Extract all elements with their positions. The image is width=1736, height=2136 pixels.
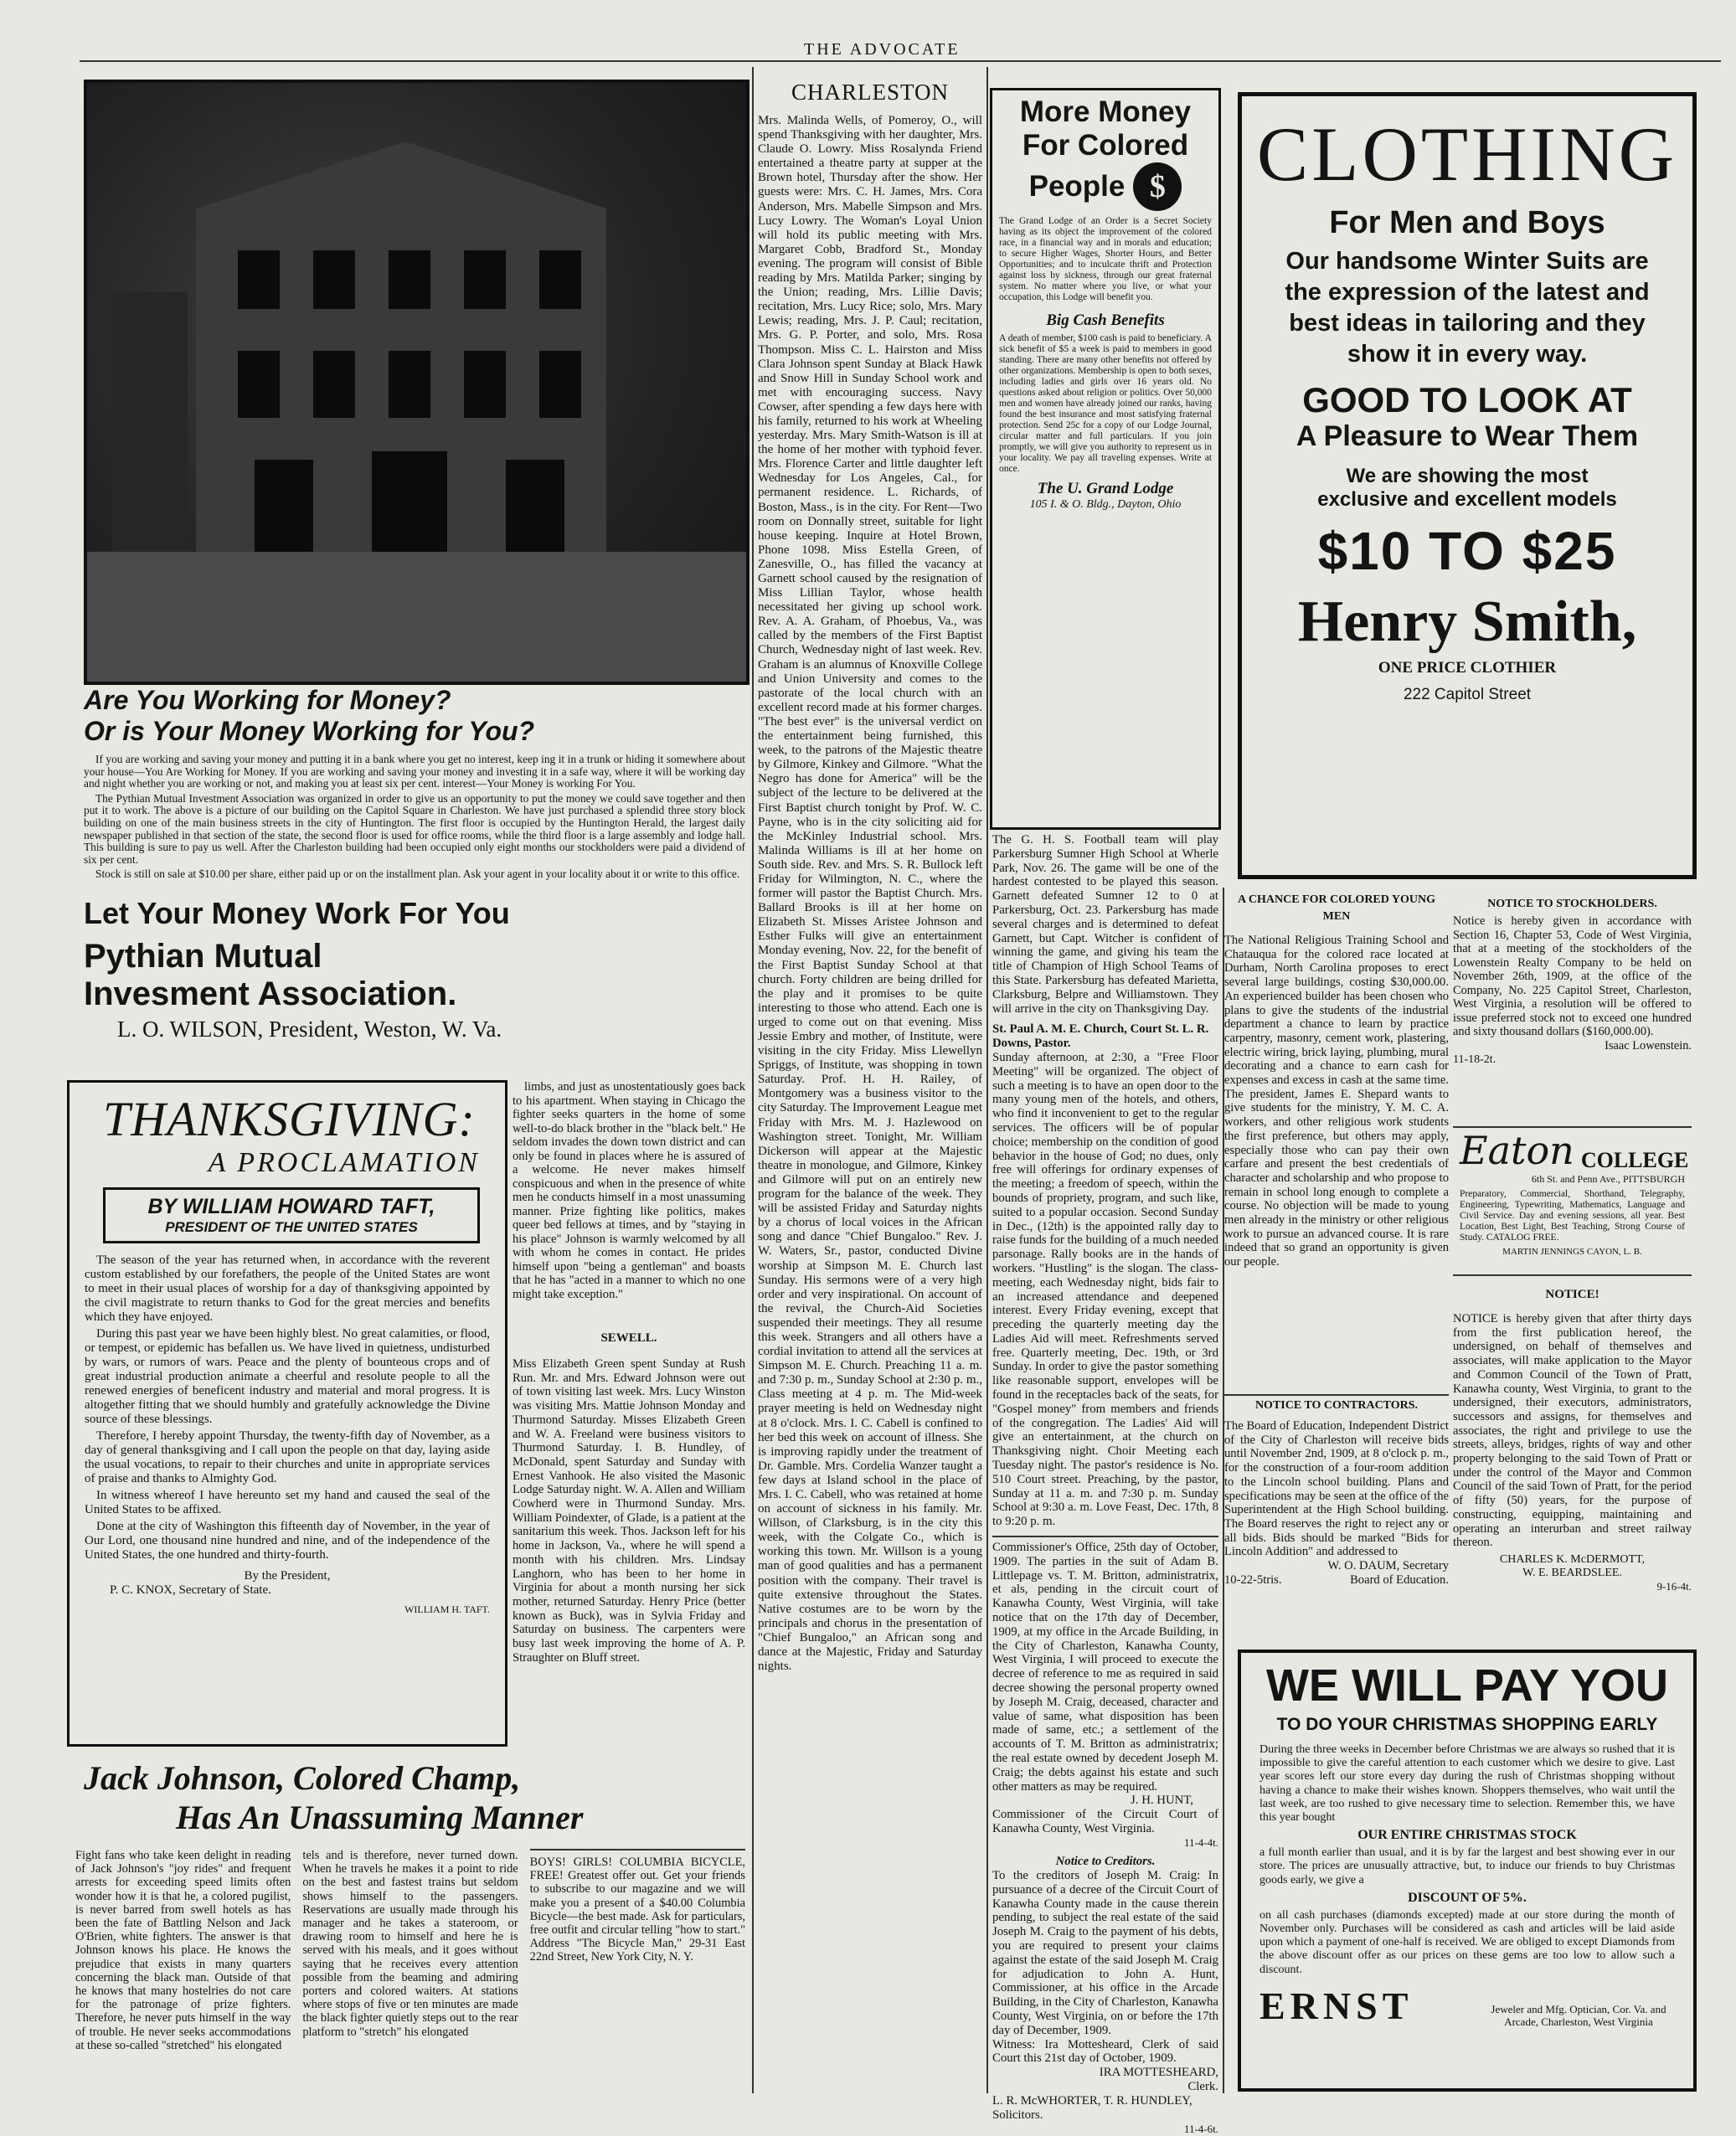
college-principal: MARTIN JENNINGS CAYON, L. B. <box>1502 1247 1642 1257</box>
ernst-name: ERNST <box>1260 1984 1414 2027</box>
college-addr: 6th St. and Penn Ave., PITTSBURGH <box>1531 1173 1685 1185</box>
contractors-section <box>1224 1394 1449 1650</box>
johnson-col1: Fight fans who take keen delight in reading of Jack Johnson's "joy rides" and frequent arrests for exceeding speed limits often wonder how it is that he, a colored pugilist, is never barred from swell hotels as has been the fate of Battling Nelson and Jack O'Brien, white fighters. The answer is that Johnson knows his place. He knows the prejudice that exists in many quarters concerning the black man. Outside of that he knows that many hostelries do not care for the patronage of prize fighters. Therefore, he never puts himself in the way of trouble. He never seeks accommodations at these so-called "stretched" his elongated <box>75 1849 291 2052</box>
grand-lodge-headline-2: For Colored <box>1022 129 1189 162</box>
pythian-slogan: Let Your Money Work For You <box>84 895 510 930</box>
pratt-notice <box>1453 1281 1692 1641</box>
thanksgiving-secretary: P. C. KNOX, Secretary of State. <box>110 1583 271 1597</box>
creditors-solicitors: L. R. McWHORTER, T. R. HUNDLEY, Solicitors. <box>992 2094 1193 2122</box>
chance-section <box>1224 892 1449 1386</box>
column-rule-1 <box>752 67 754 2093</box>
clothing-desc: Our handsome Winter Suits are the expression of the latest and best ideas in tailoring and they show it in every way. <box>1285 248 1650 368</box>
thanksgiving-p3: Therefore, I hereby appoint Thursday, the twenty-fifth day of November, as a day of general thanksgiving and I call upon the people on that day, laying aside the usual vocations, to repair to their churches and unite in appropriate services of praise and thanks to Almighty God. <box>85 1429 490 1485</box>
clothing-price: $10 TO $25 <box>1317 521 1617 581</box>
college-text: Preparatory, Commercial, Shorthand, Telegraphy, Engineering, Typewriting, Mathematics, Language and Civil Service. Day and evening sessions, all year. Best Location, Best Light, Best Teaching, Strong Course of Study. CATALOG FREE. <box>1460 1189 1685 1243</box>
masthead: THE ADVOCATE <box>804 40 961 59</box>
thanksgiving-byline: BY WILLIAM HOWARD TAFT, <box>147 1195 435 1218</box>
thanksgiving-p5: Done at the city of Washington this fifteenth day of November, in the year of Our Lord, one thousand nine hundred and nine, and of the independence of the United States, the one hundred and thirty-fourth. <box>85 1520 490 1562</box>
pratt-code: 9-16-4t. <box>1656 1579 1692 1593</box>
creditors-code: 11-4-6t. <box>1183 2122 1218 2135</box>
thanksgiving-by-the: By the President, <box>244 1569 331 1583</box>
contractors-code: 10-22-5tris. <box>1224 1573 1282 1588</box>
sewell-heading: SEWELL. <box>600 1331 657 1345</box>
clothing-sub: For Men and Boys <box>1329 205 1605 240</box>
col4-body <box>992 833 1218 2135</box>
ernst-role: Jeweler and Mfg. Optician, Cor. Va. and Arcade, Charleston, West Virginia <box>1491 2002 1666 2028</box>
college-ad <box>1453 1126 1692 1276</box>
clothing-good: GOOD TO LOOK AT <box>1302 380 1632 419</box>
ernst-stock: OUR ENTIRE CHRISTMAS STOCK <box>1357 1828 1577 1843</box>
ernst-discount: DISCOUNT OF 5%. <box>1408 1890 1527 1905</box>
clothing-title: CLOTHING <box>1256 111 1678 197</box>
grand-lodge-headline-1: More Money <box>1019 95 1192 128</box>
clothing-showing: We are showing the most exclusive and excellent models <box>1317 465 1617 511</box>
creditors-witness: Witness: Ira Mottesheard, Clerk of said Court this 21st day of October, 1909. <box>992 2037 1218 2066</box>
contractors-board: Board of Education. <box>1350 1573 1449 1588</box>
college-script: Eaton <box>1460 1128 1574 1173</box>
pythian-section <box>84 685 745 1070</box>
commissioner-signer: J. H. HUNT, <box>1131 1794 1193 1808</box>
pythian-org-1: Pythian Mutual <box>84 937 322 975</box>
thanksgiving-p2: During this past year we have been highly blest. No great calamities, or flood, or tempest, or epidemic has befallen us. We have lived in quietness, undisturbed by wars, or rumors of wars. Peace and the plenty of bounteous crops and of great industrial production animate a cheerful and resolute people to all the renewed energies of beneficent industry and material and moral progress. It is altogether fitting that we should humbly and gratefully acknowledge the Divine source of these blessings. <box>85 1327 490 1426</box>
st-paul-heading: St. Paul A. M. E. Church, Court St. L. R. Downs, Pastor. <box>992 1022 1209 1051</box>
clothing-pleasure: A Pleasure to Wear Them <box>1296 420 1639 452</box>
st-paul-text: Sunday afternoon, at 2:30, a "Free Floor Meeting" will be organized. The object of such a meeting is to have an open door to the many young men of the hotels, and others, who find it inconvenient to get to the regular services. The officers will be of popular choice; membership on the condition of good behavior in the house of God; no dues, only free will offerings for ordinary expenses of the meeting; a freedom of speech, within the bounds of propriety, program, and such like, suited to a popular occasion. Second Sunday in Dec., (12th) is the appointed rally day to raise funds for the building of a much needed parsonage. Rally books are in the hands of workers. "Hustling" is the slogan. The class-meeting, each Wednesday night, bids fair to an increased attendance and deepened interest. Every Friday evening, except that preceding the quarterly meeting day the Ladies Aid will meet. Refreshments served free. Quarterly meeting, Dec. 19th, or 3rd Sunday. In order to give the pastor something like reasonable support, envelopes will be found in the receptacles back of the seats, for "Gospel money" from members and friends of the congregation. The Ladies' Aid will give an entertainment, at the church on Thanksgiving night. Choir Meeting each Tuesday night. The pastor's residence is No. 510 Court street. Preaching, by the pastor, Sunday at 11 a. m. and 7:30 p. m. Sunday School at 9:30 a. m. Love Feast, Dec. 17th, 8 to 9:20 p. m. <box>992 1050 1218 1529</box>
pratt-signer-2: W. E. BEARDSLEE. <box>1522 1566 1622 1579</box>
grand-lodge-benefits: A death of member, $100 cash is paid to beneficiary. A sick benefit of $5 a week is paid to members in good standing. There are many other benefits not offered by other organizations. Membership is open to both sexes, including ladies and girls over 16 years old. No questions asked about religion or politics. Over 50,000 men and women have already joined our ranks, having found the best insurance and most satisfying fraternal protection. Send 25c for a copy of our Lodge Journal, circular matter and full particulars. If you join promptly, we will give you authority to represent us in your locality. We pay all traveling expenses. Write at once. <box>999 333 1212 474</box>
college-word: COLLEGE <box>1580 1148 1689 1172</box>
stockholders-text: Notice is hereby given in accordance with Section 16, Chapter 53, Code of West Virginia, that at a meeting of the stockholders of the Lowenstein Realty Company to be held on November 26th, 1909, at the office of the Company, No. 225 Capitol Street, Charleston, West Virginia, a resolution will be offered to issue preferred stock not to exceed one hundred and sixty thousand dollars ($160,000.00). <box>1453 914 1692 1038</box>
college-head-row <box>1453 1128 1692 1173</box>
ernst-footer <box>1241 1977 1693 2028</box>
bicycle-ad: BOYS! GIRLS! COLUMBIA BICYCLE, FREE! Greatest offer out. Get your friends to subscribe to our magazine and we will make you a present of a $40.00 Columbia Bicycle—the best made. Ask for particulars, free outfit and circular telling "how to start." Address "The Bicycle Man," 29-31 East 22nd Street, New York City, N. Y. <box>530 1849 745 2052</box>
grand-lodge-intro: The Grand Lodge of an Order is a Secret Society having as its object the improvement of the colored race, in a financial way and in morals and education; to secure Higher Wages, Shorter Hours, and Better Opportunities; and to inculcate thrift and Protection against loss by sickness, through our great fraternal system. No matter where you live, or what your occupation, this Lodge will benefit you. <box>999 216 1212 302</box>
thanksgiving-p4: In witness whereof I have hereunto set my hand and caused the seal of the United States to be affixed. <box>85 1489 490 1516</box>
commissioner-text: Commissioner's Office, 25th day of October, 1909. The parties in the suit of Adam B. Littlepage vs. T. M. Britton, administratrix, et als, pending in the circuit court of Kanawha County, West Virginia, will take notice that on the 17th day of December, 1909, at my office in the Arcade Building, in the City of Charleston, Kanawha County, West Virginia, I will proceed to execute the decree of reference to me as required in said decree showing the personal property owned by Joseph M. Craig, deceased, character and value of same, what disposition has been made of same, etc.; a settlement of the accounts of T. M. Britton as administratrix; the real estate owned by decedent Joseph M. Craig; the debts against his estate and such other matters as may be required. <box>992 1536 1218 1794</box>
thanksgiving-signature: WILLIAM H. TAFT. <box>404 1603 490 1615</box>
johnson-columns <box>75 1849 745 2052</box>
column-rule-2 <box>986 67 988 2093</box>
pratt-heading: NOTICE! <box>1545 1288 1599 1301</box>
pythian-headline-2: Or is Your Money Working for You? <box>84 716 535 746</box>
building-silhouette <box>87 83 746 682</box>
building-photo <box>84 80 750 685</box>
creditors-text: To the creditors of Joseph M. Craig: In pursuance of a decree of the Circuit Court of Kanawha County made in the cause therein pending, to subject the real estate of the said Joseph M. Craig to the payment of his debts, you are required to present your claims against the estate of the said Joseph M. Craig for adjudication to John A. Hunt, Commissioner, at his office in the Arcade Building, in the City of Charleston, Kanawha County, West Virginia, on or before the 17th day of December, 1909. <box>992 1868 1218 2037</box>
pythian-p3: Stock is still on sale at $10.00 per share, either paid up or on the installment plan. Ask your agent in your locality about it or write to this office. <box>95 867 740 881</box>
johnson-col3: tels and is therefore, never turned down. When he travels he makes it a point to ride on the best and fastest trains but seldom shows himself to the passengers. Reservations are usually made through his manager and he takes a stateroom, or drawing room to himself and here he is served with his meals, and it goes without saying that he receives every attention possible from the beaming and admiring porters and colored waiters. At stations where stops of five or ten minutes are made the black fighter quietly steps out to the rear platform to "stretch" his elongated <box>302 1849 518 2039</box>
stockholders-section <box>1453 898 1692 1124</box>
stockholders-heading: NOTICE TO STOCKHOLDERS. <box>1487 898 1657 910</box>
money-bag-icon: $ <box>1133 162 1182 211</box>
ernst-p3: on all cash purchases (diamonds excepted) made at our store during the month of November only. Purchases will be considered as cash and articles will be laid aside upon which a payment of one-half is received. We are obliged to except Diamonds from the above discount offer as our prices on these gems are too low to allow such a discount. <box>1260 1908 1675 1976</box>
grand-lodge-headline-row <box>992 162 1218 211</box>
charleston-heading: CHARLESTON <box>791 80 950 105</box>
johnson-headline-2: Has An Unassuming Manner <box>176 1799 584 1836</box>
commissioner-code: 11-4-4t. <box>1183 1835 1218 1849</box>
contractors-footer <box>1224 1573 1449 1588</box>
ernst-ad <box>1238 1650 1697 2092</box>
grand-lodge-address: 105 I. & O. Bldg., Dayton, Ohio <box>1029 498 1182 511</box>
creditors-clerk: IRA MOTTESHEARD, <box>1099 2066 1218 2080</box>
clothing-address: 222 Capitol Street <box>1403 686 1532 703</box>
grand-lodge-benefits-head: Big Cash Benefits <box>1046 311 1165 329</box>
thanksgiving-p1: The season of the year has returned when, in accordance with the reverent custom established by our forefathers, the people of the United States are wont to meet in their usual places of worship for a day of thanksgiving appointed by the civil magistrate to return thanks to God for the great mercies and benefits which they have enjoyed. <box>85 1253 490 1324</box>
pythian-org-2: Invesment Association. <box>84 975 457 1012</box>
chance-heading: A CHANCE FOR COLORED YOUNG MEN <box>1238 893 1435 923</box>
thanksgiving-office: PRESIDENT OF THE UNITED STATES <box>165 1219 418 1235</box>
thanksgiving-byline-box <box>103 1187 480 1243</box>
stockholders-signer: Isaac Lowenstein. <box>1605 1038 1692 1053</box>
clothing-ad <box>1238 92 1697 879</box>
stockholders-code: 11-18-2t. <box>1453 1053 1496 1066</box>
pratt-text: NOTICE is hereby given that after thirty days from the first publication hereof, the undersigned, on behalf of themselves and associates, will make application to the Mayor and Common Council of the Town of Pratt, Kanawha county, West Virginia, to grant to the undersigned, their executors, administrators, successors and assigns, for themselves and associates, the right and privilege to use the streets, alleys, bridges, rights of way and other property belonging to the said Town of Pratt or under the control of the Mayor and Common Council of the said Town of Pratt, for the period of fifty (50) years, for the purpose of constructing, equipping, maintaining and operating an interurban and street railway thereon. <box>1453 1312 1692 1550</box>
ernst-p2: a full month earlier than usual, and it is by far the largest and best showing ever in our store. The prices are unusually attractive, but, to induce our friends to buy Christmas goods early, we give a <box>1260 1846 1675 1886</box>
creditors-clerk-title: Clerk. <box>1187 2080 1218 2094</box>
johnson-col2 <box>513 1080 745 1323</box>
pratt-signer-1: CHARLES K. McDERMOTT, <box>1499 1552 1646 1566</box>
thanksgiving-body <box>70 1243 505 1617</box>
pythian-p1: If you are working and saving your money and putting it in a bank where you get no interest, keep ing it in a trunk or hiding it somewhere about your house—You Are Working for Money. If you are working and saving your money and investing it in a safe way, where it will be working day and night whether you are working or not, and making you at least six per cent. interest—Your Money is working For You. <box>84 753 745 790</box>
charleston-column <box>758 80 982 2093</box>
pythian-body <box>84 754 745 881</box>
contractors-text: The Board of Education, Independent District of the City of Charleston will receive bids until November 2nd, 1909, at 8 o'clock p. m., for the construction of a four-room addition to the Lincoln school building. Plans and specifications may be seen at the office of the Superintendent at the High School building. The Board reserves the right to reject any or all bids. Bids should be marked "Bids for Lincoln Addition" and addressed to <box>1224 1419 1449 1559</box>
thanksgiving-title: THANKSGIVING: <box>103 1092 476 1146</box>
creditors-heading: Notice to Creditors. <box>1055 1854 1156 1868</box>
ernst-p1: During the three weeks in December before Christmas we are always so rushed that it is impossible to give the careful attention to each customer which we desire to give. Last year scores left our store every day during the rush of Christmas shopping without having a chance to make their wishes known. Shoppers themselves, who wait until the last week, are too rushed to give necessary time to selection. Remember this, we have this year bought <box>1260 1743 1675 1825</box>
clothing-role: ONE PRICE CLOTHIER <box>1378 659 1557 677</box>
grand-lodge-ad <box>990 88 1221 830</box>
thanksgiving-box <box>67 1080 507 1747</box>
grand-lodge-name: The U. Grand Lodge <box>1037 480 1174 497</box>
ernst-headline: WE WILL PAY YOU <box>1265 1660 1669 1711</box>
johnson-headline-1: Jack Johnson, Colored Champ, <box>84 1759 521 1797</box>
pythian-headline-1: Are You Working for Money? <box>84 685 451 715</box>
clothing-name: Henry Smith, <box>1297 589 1637 654</box>
ghs-football: The G. H. S. Football team will play Parkersburg Sumner High School at Wherle Park, Nov. 26. The game will be one of the hardest contested to be played this season. Garnett defeated Sumner 12 to 0 at Parkersburg, Oct. 23. Parkersburg has made several charges and is determined to defeat Garnett, but Capt. Witcher is confident of winning the game, and giving his team the title of Champion of High School Teams of this State. Parkersburg has defeated Marietta, Clarksburg, Belpre and Williamstown. They will arrive in the city on Thanksgiving Day. <box>992 833 1218 1016</box>
chance-text: The National Religious Training School and Chatauqua for the colored race located at Durham, North Carolina proposes to erect several large buildings, costing $30,000.00. An experienced builder has been chosen who plans to give the students of the industrial department a chance to learn by practice carpentry, masonry, cement work, plastering, electric wiring, brick laying, plumbing, mural decorating and a chance to earn cash for expenses and excess in cash at the same time. The president, James E. Shepard wants to give students for the ministry, Y. M. C. A. workers, and other religious work students the first preference, but others may apply, especially those who can pay their own carfare and present the best credentials of character and scholarship and who propose to remain in school long enough to complete a course. No objection will be made to young men already in the ministry or other religious work to pursue an advanced course. It is rare indeed that so grand an opportunity is given our people. <box>1224 934 1449 1269</box>
grand-lodge-headline-3: People <box>1028 170 1126 203</box>
top-rule <box>80 60 1721 62</box>
thanksgiving-subtitle: A PROCLAMATION <box>208 1147 480 1178</box>
commissioner-title: Commissioner of the Circuit Court of Kanawha County, West Virginia. <box>992 1808 1218 1836</box>
johnson-section <box>75 1758 745 2093</box>
johnson-col2-text: limbs, and just as unostentatiously goes back to his apartment. When staying in Chicago the fighter seeks quarters in the home of some well-to-do black brother in the "black belt." He seldom invades the down town district and can only be found in places where he is assured of a welcome. He never makes himself conspicuous and when in the presence of white men he conducts himself in a most unassuming manner. Prize fighting like politics, makes queer bed fellows at times, and by "staying in his place" Johnson is warmly welcomed by all with whom he comes in contact. He prides himself upon "being a gentleman" and boasts that he has "acted in a manner to which no one might take exception." <box>513 1080 745 1301</box>
sewell-text: Miss Elizabeth Green spent Sunday at Rush Run. Mr. and Mrs. Edward Johnson were out of town visiting last week. Mrs. Lucy Winston was visiting Mrs. Mattie Johnson Monday and Thurmond Saturday. Misses Elizabeth Green and W. A. Freeland were business visitors to Thurmond Saturday. I. B. Hundley, of McDonald, spent Saturday and Sunday with Ernest Vanhook. He also visited the Masonic Lodge Saturday night. W. A. Allen and William Cowherd were in Thurmond Sunday. Mrs. William Poindexter, of Glade, is a patient at the sanitarium this week. Thos. Jackson left for his home in Jackson, Va., where he will spend a month with his children. Mrs. Lindsay Langhorn, who has been to her home in Virginia for about a month nursing her sick mother, returned Saturday. Henry Price (better known as Buck), was in Sylvia Friday and Saturday on business. The carpenters were busy last week improving the home of A. P. Straughter on Bluff street. <box>513 1357 745 1665</box>
charleston-text: Mrs. Malinda Wells, of Pomeroy, O., will spend Thanksgiving with her daughter, Mrs. Claude O. Lowry. Miss Rosalynda Friend entertained a theatre party at supper at the Brown hotel, Thursday after the show. Her guests were: Mrs. C. H. James, Mrs. Cora Anderson, Mrs. Mabelle Simpson and Mrs. Lucy Lowry. The Woman's Loyal Union will hold its public meeting with Mrs. Margaret Cobb, Bradford St., Monday evening. The program will consist of Bible reading by Mrs. Matilda Parker; singing by the Union; reading, Mrs. Lillie Davis; recitation, Mrs. Lucy Rice; solo, Mrs. Mary Lewis; reading, Mrs. J. P. Caul; recitation, Mrs. G. P. Porter, and solo, Mrs. Rosa Thompson. Miss C. L. Hairston and Miss Clara Johnson spent Sunday at Black Hawk and Snow Hill in Sunday School work and met with encouraging success. Navy Cowser, after spending a few days here with his family, returned to his work at Wheeling yesterday. Mrs. Mary Smith-Watson is ill at the home of her mother with typhoid fever. Mrs. Florence Carter and little daughter left Wednesday for Los Angeles, Cal., for permanent residence. L. Richards, of Boston, Mass., is in the city. For Rent—Two room on Donnally street, suitable for light house keeping. Inquire at Hotel Brown, Phone 1098. Miss Estella Green, of Zanesville, O., has filled the vacancy at Garnett school caused by the resignation of Miss Lillian Taylor, whose health necessitated her giving up school work. Rev. A. A. Graham, of Phoebus, Va., was called by the members of the First Baptist Church, Wednesday night of last week. Rev. Graham is an alumnus of Knoxville College and Union University and comes to the pastorate of the local church with an excellent record made at his former charges. "The best ever" is the universal verdict on the entertainment being furnished, this week, to the patrons of the Majestic theatre by Gilmore, Kinkey and Gilmore. "What the Negro has done for America" will be the subject of the lecture to be delivered at the First Baptist church tonight by Prof. W. C. Payne, who is in the city soliciting aid for the McKinley Industrial school. Mrs. Malinda Williams is ill at her home on South side. Rev. and Mrs. S. R. Bullock left Friday for Wilmington, N. C., where the former will pastor the Baptist Church. Mrs. Ballard Brooks is ill at her home on Elizabeth St. Misses Aristee Johnson and Esther Fulks will give an entertainment Monday evening, Nov. 22, for the benefit of the First Baptist Sunday School at that church. Forty children are being drilled for the play and it promises to be quite interesting to those who attend. Each one is urged to come out on that evening. Miss Jessie Embry and mother, of Institute, were visiting in the city Friday. Miss Llewellyn Spriggs, of Institute, was shopping in town Saturday. Prof. H. H. Railey, of Montgomery was a business visitor to the city Saturday. The Improvement League met Friday with Mrs. M. J. Hazlewood on Washington street. Tonight, Mr. William Dickerson will appear at the Majestic theatre in monologue, and Gilmore, Kinkey and Gilmore will put on an entirely new program for the balance of the week. They will be assisted Friday and Saturday nights by a chorus of local voices in the African song and dance "Chief Bungaloo." Rev. J. W. Waters, Sr., pastor, conducted Divine worship at Simpson M. E. Church last Sunday. His sermons were of a very high order and very inspirational. On account of the revival, the Church-Aid Societies suspended their meetings. They all resume this week. Strangers and all others have a cordial invitation to attend all the services at Simpson M. E. Church. Preaching 11 a. m. and 7:30 p. m., Sunday School at 2:30 p. m., Class meeting at 4 p. m. The Mid-week prayer meeting is held on Wednesday night at 8 o'clock. Mrs. I. C. Cabell is confined to her bed this week on account of illness. She is improving rapidly under the treatment of Dr. Gamble. Mrs. Cordelia Wanzer taught a few days at Island school in the place of Mrs. I. C. Cabell, who was retained at home on account of sickness in his family. Mr. Willson, of Clarksburg, is in the city this week, with the Colgate Co., which is working this town. Mr. Willson is a young man of good qualities and has a permanent position with the company. Their travel is quite extensive throughout the States. Native costumes are to be worn by the principals and chorus in the presentation of "Chief Bungaloo," an African song and dance at the Majestic, Friday and Saturday nights. <box>758 114 982 1674</box>
pythian-president: L. O. WILSON, President, Weston, W. Va. <box>117 1016 502 1042</box>
pythian-p2: The Pythian Mutual Investment Association was organized in order to give us an opportunity to put the money we could save together and then put it to work. The above is a picture of our building on the Capitol Square in Charleston. We have just purchased a splendid three story block building on one of the main business streets in the city of Huntington. The first floor is occupied by the Huntington Herald, the largest daily newspaper published in that section of the state, the second floor is used for office rooms, while the third floor is a large assembly and lodge hall. This building is sure to pay us well. After the Charleston building had been occupied only eight months our stockholders were paid a dividend of six per cent. <box>84 791 745 866</box>
contractors-signer: W. O. DAUM, Secretary <box>1327 1559 1449 1573</box>
ernst-sub: TO DO YOUR CHRISTMAS SHOPPING EARLY <box>1276 1715 1658 1734</box>
sewell-section <box>513 1331 745 1750</box>
contractors-heading: NOTICE TO CONTRACTORS. <box>1254 1399 1419 1412</box>
